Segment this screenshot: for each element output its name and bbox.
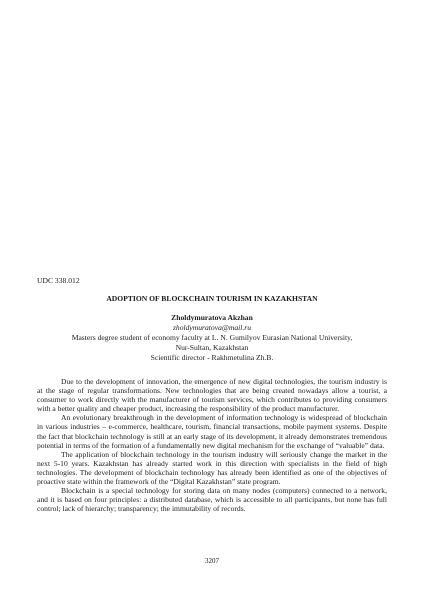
paragraph: An evolutionary breakthrough in the development of information technology is widespread of blockchain in various industries – e-commerce, healthcare, tourism, financial transactions, mobile payment systems. Despite the fact that blockchain technology is still at an early stage of its development, it already demonstrates tremendous potential in terms of the formation of a fundamentally new digital mechanism for the exchange of “valuable” data. <box>37 413 387 450</box>
author-affiliation: Masters degree student of economy faculty at L. N. Gumilyov Eurasian National University, <box>71 333 353 342</box>
author-name: Zholdymuratova Akzhan <box>171 313 253 322</box>
paragraph: Blockchain is a special technology for storing data on many nodes (computers) connected to a network, and it is based on four principles: a distributed database, which is accessible to all participants, but none has full control; lack of hierarchy; transparency; the immutability of records. <box>37 486 387 514</box>
page-number: 3207 <box>205 557 219 565</box>
author-email: zholdymuratova@mail.ru <box>172 323 252 332</box>
scientific-director: Scientific director - Rakhmetulina Zh.B. <box>150 353 274 362</box>
author-location: Nur-Sultan, Kazakhstan <box>175 343 249 352</box>
paper-title: ADOPTION OF BLOCKCHAIN TOURISM IN KAZAKHSTAN <box>106 294 318 303</box>
author-block <box>0 313 424 363</box>
udc-code: UDC 338.012 <box>37 276 80 285</box>
paragraph: Due to the development of innovation, the emergence of new digital technologies, the tourism industry is at the stage of regular transformations. New technologies that are being created nowadays allow a tourist, a consumer to work directly with the manufacturer of tourism services, which contributes to providing consumers with a better quality and cheaper product, increasing the responsibility of the product manufacturer. <box>37 377 387 414</box>
paragraph: The application of blockchain technology in the tourism industry will seriously change the market in the next 5-10 years. Kazakhstan has already started work in this direction with specialists in the field of high technologies. The development of blockchain technology has already been identified as one of the objectives of proactive state within the framework of the “Digital Kazakhstan” state program. <box>37 449 387 487</box>
body-text <box>37 377 387 513</box>
